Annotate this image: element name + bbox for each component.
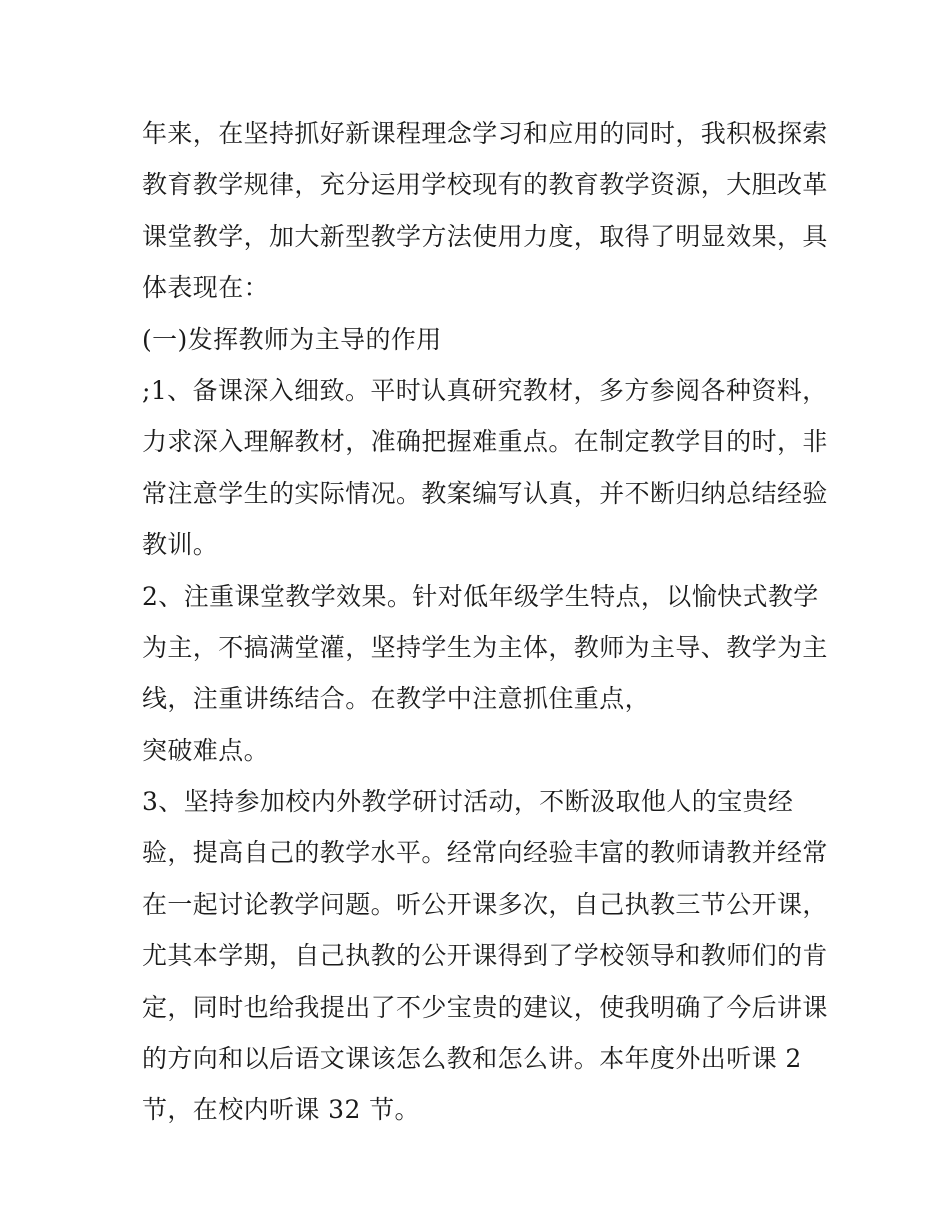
text-line: 力求深入理解教材，准确把握难重点。在制定教学目的时，非	[142, 427, 828, 457]
text-line: 2、注重课堂教学效果。针对低年级学生特点，以愉快式教学	[142, 581, 819, 611]
text-line: 节，在校内听课 32 节。	[142, 1095, 420, 1125]
text-line: 教训。	[142, 530, 219, 560]
section-heading: (一)发挥教师为主导的作用	[142, 324, 442, 354]
text-line: 3、坚持参加校内外教学研讨活动，不断汲取他人的宝贵经	[142, 787, 794, 817]
text-line: 在一起讨论教学问题。听公开课多次，自己执教三节公开课，	[142, 889, 828, 919]
text-line: 突破难点。	[142, 735, 270, 765]
text-line: 尤其本学期，自己执教的公开课得到了学校领导和教师们的肯	[142, 941, 828, 971]
text-line: 体表现在：	[142, 273, 270, 303]
text-line: 线，注重讲练结合。在教学中注意抓住重点，	[142, 684, 651, 714]
text-line: ;1、备课深入细致。平时认真研究教材，多方参阅各种资料，	[142, 375, 828, 405]
text-line: 定，同时也给我提出了不少宝贵的建议，使我明确了今后讲课	[142, 992, 828, 1022]
text-line: 课堂教学，加大新型教学方法使用力度，取得了明显效果，具	[142, 221, 828, 251]
text-line: 年来，在坚持抓好新课程理念学习和应用的同时，我积极探索	[142, 119, 828, 148]
text-line: 教育教学规律，充分运用学校现有的教育教学资源，大胆改革	[142, 170, 828, 200]
text-line: 验，提高自己的教学水平。经常向经验丰富的教师请教并经常	[142, 838, 828, 868]
document-body	[142, 108, 828, 1136]
text-line: 为主，不搞满堂灌，坚持学生为主体，教师为主导、教学为主	[142, 632, 828, 662]
text-line: 的方向和以后语文课该怎么教和怎么讲。本年度外出听课 2	[142, 1044, 802, 1074]
text-line: 常注意学生的实际情况。教案编写认真，并不断归纳总结经验	[142, 478, 828, 508]
